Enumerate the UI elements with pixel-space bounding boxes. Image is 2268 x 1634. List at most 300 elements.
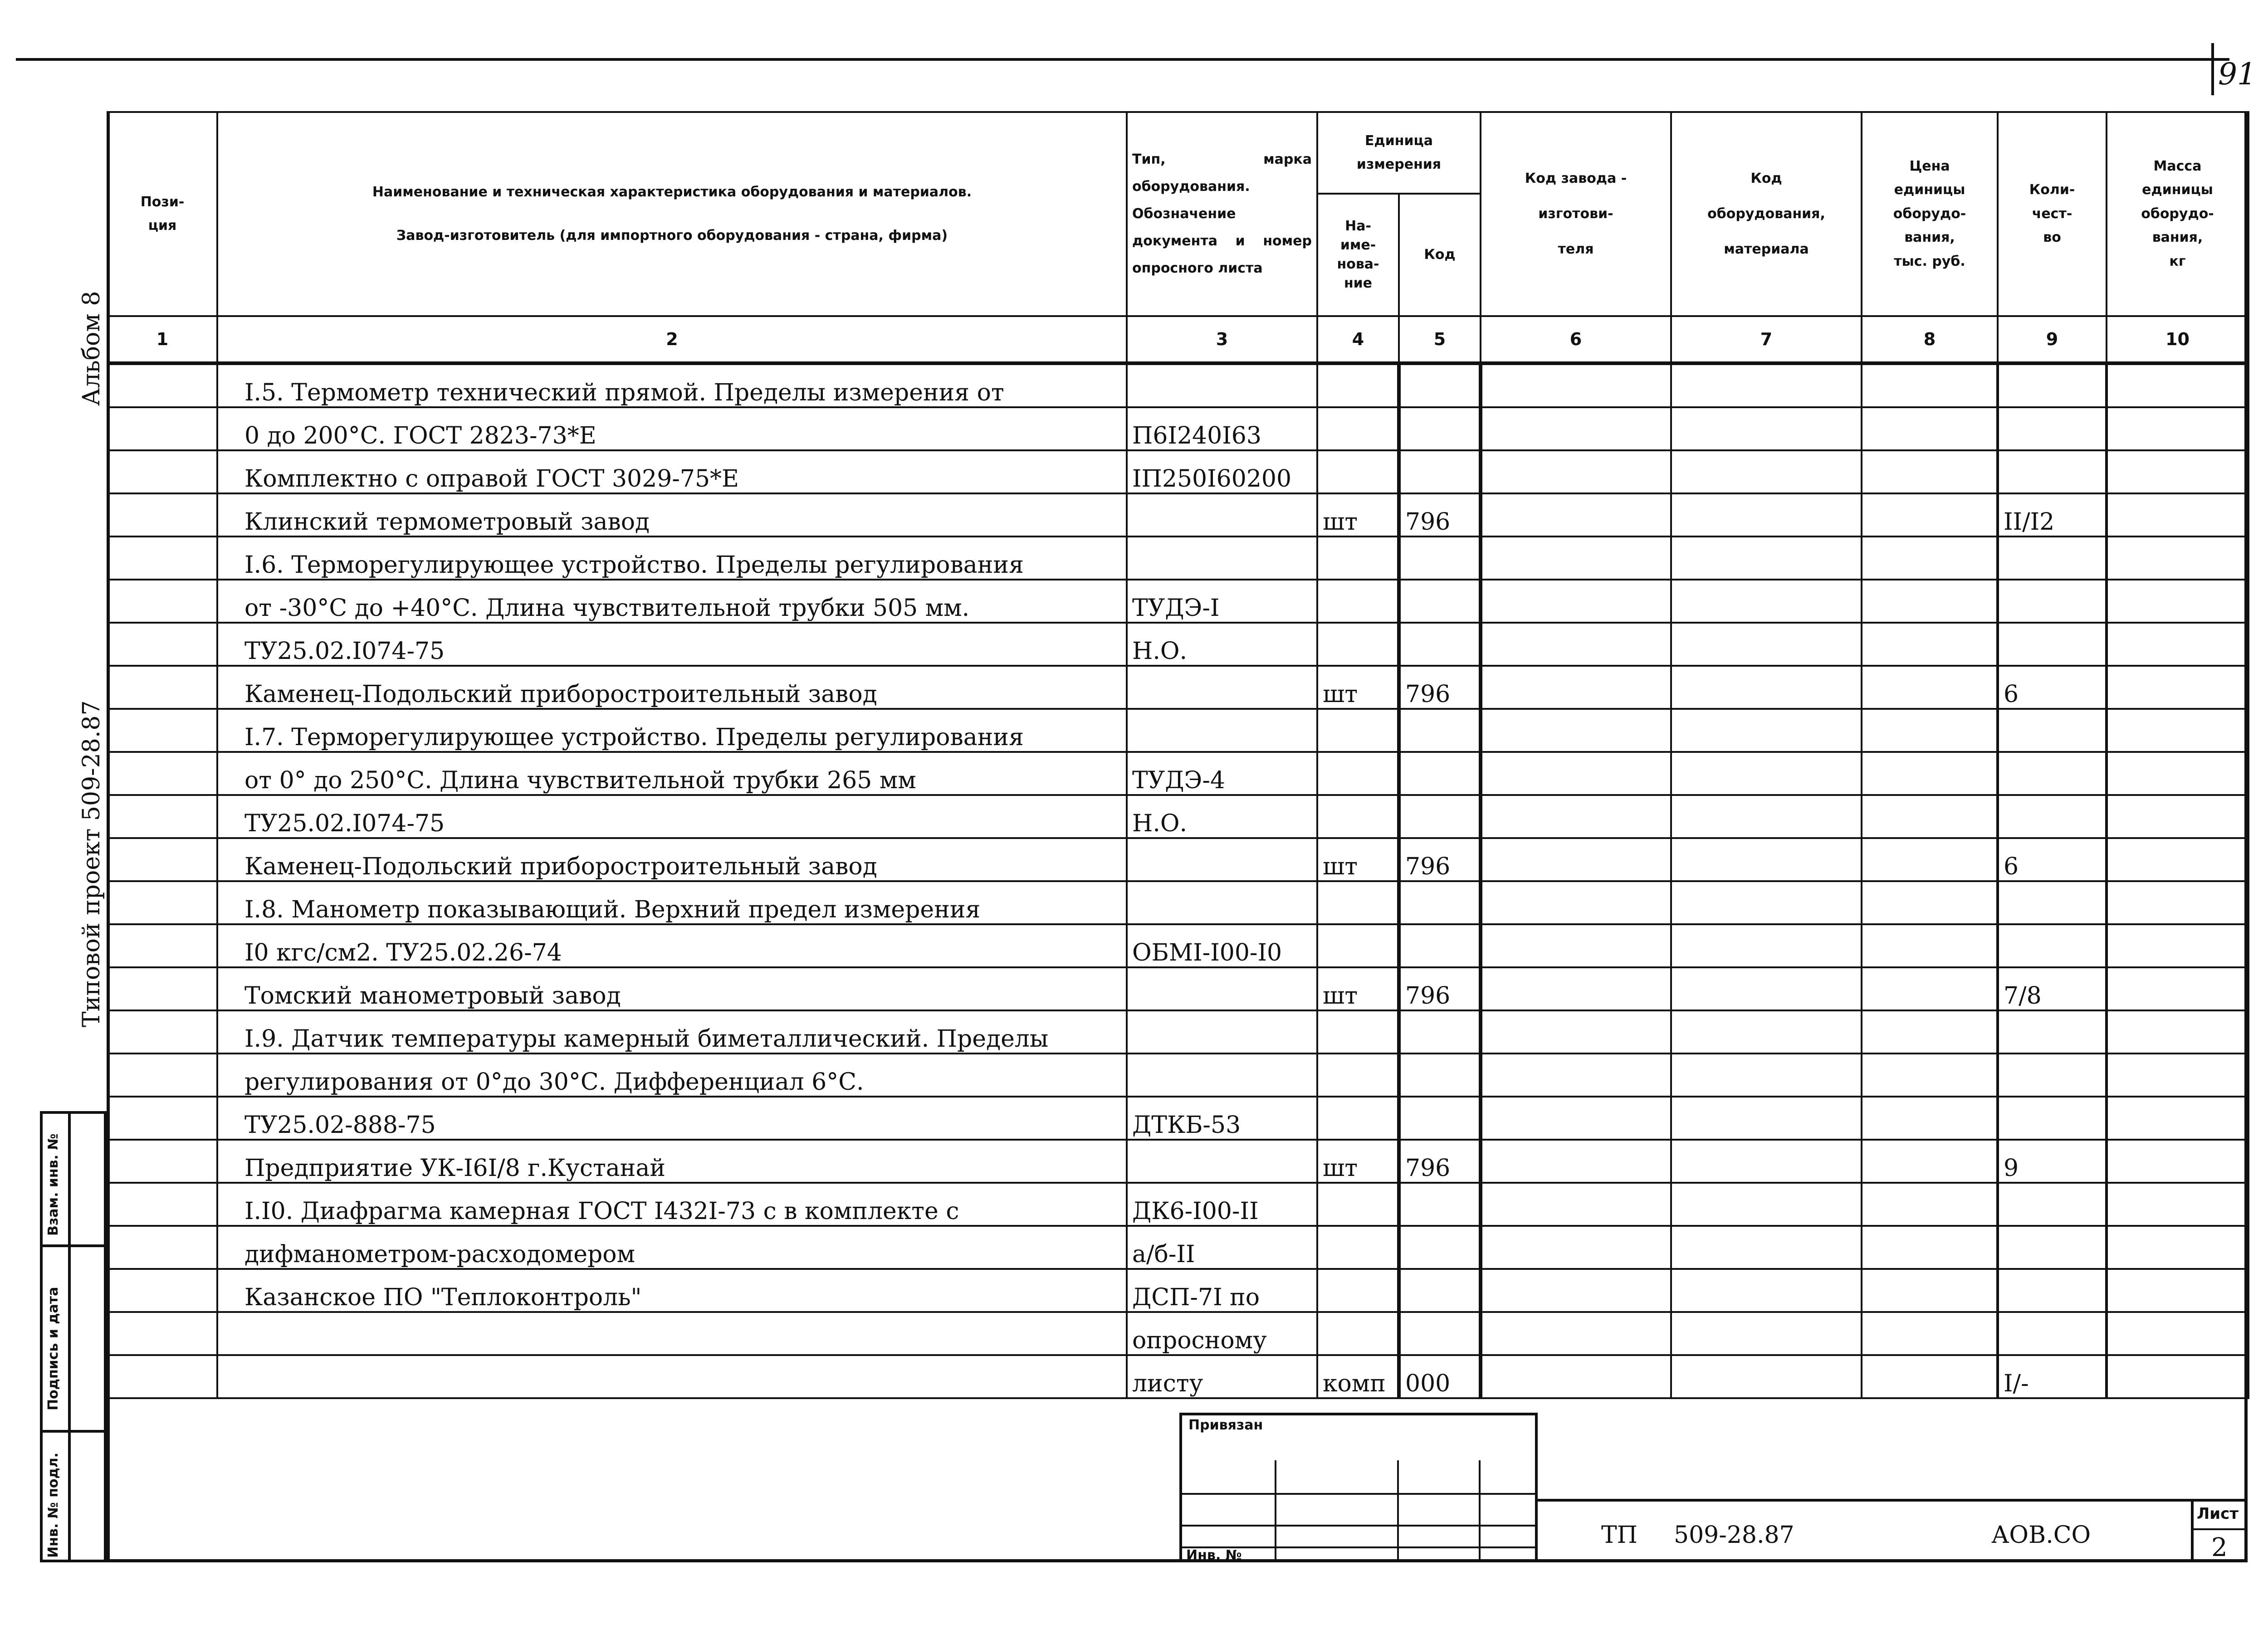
mass-cell — [2107, 363, 2248, 407]
position-cell — [108, 666, 217, 709]
col-number: 7 — [1671, 316, 1862, 363]
title-strip — [1538, 1499, 2248, 1562]
page-number: 91 — [2218, 57, 2256, 92]
maker-code-cell — [1481, 580, 1671, 623]
mass-cell — [2107, 1269, 2248, 1312]
table-row — [108, 407, 2248, 450]
position-cell — [108, 623, 217, 666]
table-row — [108, 450, 2248, 493]
grid-line — [1275, 1460, 1276, 1562]
unit-name-cell: шт — [1317, 967, 1399, 1010]
table-row — [108, 623, 2248, 666]
stamp-label-inventory: Инв. № подл. — [45, 1452, 61, 1558]
position-cell — [108, 537, 217, 580]
mass-cell — [2107, 1226, 2248, 1269]
header-mass: Масса единицы оборудо- вания, кг — [2107, 112, 2248, 316]
maker-code-cell — [1481, 363, 1671, 407]
table-row — [108, 363, 2248, 407]
header-price: Цена единицы оборудо- вания, тыс. руб. — [1862, 112, 1998, 316]
type-cell: а/б-II — [1127, 1226, 1317, 1269]
table-row — [108, 1183, 2248, 1226]
equipment-code-cell — [1671, 407, 1862, 450]
price-cell — [1862, 580, 1998, 623]
unit-name-cell — [1317, 1097, 1399, 1140]
table-row — [108, 1140, 2248, 1183]
type-cell — [1127, 666, 1317, 709]
quantity-cell — [1998, 709, 2107, 752]
type-cell — [1127, 709, 1317, 752]
unit-name-cell: шт — [1317, 1140, 1399, 1183]
unit-code-cell — [1399, 623, 1481, 666]
equipment-code-cell — [1671, 1183, 1862, 1226]
table-row — [108, 709, 2248, 752]
quantity-cell — [1998, 1097, 2107, 1140]
quantity-cell: II/I2 — [1998, 493, 2107, 537]
maker-code-cell — [1481, 924, 1671, 967]
quantity-cell — [1998, 1312, 2107, 1355]
price-cell — [1862, 1312, 1998, 1355]
unit-code-cell — [1399, 924, 1481, 967]
unit-code-cell — [1399, 537, 1481, 580]
unit-code-cell — [1399, 580, 1481, 623]
quantity-cell — [1998, 752, 2107, 795]
sheet-divider — [2191, 1499, 2194, 1562]
table-row — [108, 537, 2248, 580]
header-equipment-code: Код оборудования, материала — [1671, 112, 1862, 316]
mass-cell — [2107, 493, 2248, 537]
sheet-divider — [2191, 1528, 2248, 1530]
type-cell: листу — [1127, 1355, 1317, 1398]
unit-name-cell — [1317, 709, 1399, 752]
equipment-code-cell — [1671, 363, 1862, 407]
quantity-cell: 6 — [1998, 666, 2107, 709]
unit-code-cell — [1399, 1226, 1481, 1269]
unit-code-cell — [1399, 752, 1481, 795]
table-row — [108, 493, 2248, 537]
table-row — [108, 1226, 2248, 1269]
name-cell: I.I0. Диафрагма камерная ГОСТ I432I-73 с в комплекте с — [217, 1183, 1127, 1226]
equipment-code-cell — [1671, 795, 1862, 838]
name-cell: Комплектно с оправой ГОСТ 3029-75*Е — [217, 450, 1127, 493]
type-cell: П6I240I63 — [1127, 407, 1317, 450]
equipment-code-cell — [1671, 450, 1862, 493]
price-cell — [1862, 967, 1998, 1010]
type-cell: Н.О. — [1127, 623, 1317, 666]
privyazan-label: Привязан — [1188, 1417, 1263, 1433]
price-cell — [1862, 838, 1998, 881]
maker-code-cell — [1481, 1226, 1671, 1269]
table-row — [108, 1269, 2248, 1312]
unit-code-cell — [1399, 1054, 1481, 1097]
inv-no-label: Инв. № — [1186, 1547, 1242, 1563]
name-cell: I0 кгс/см2. ТУ25.02.26-74 — [217, 924, 1127, 967]
quantity-cell — [1998, 1226, 2107, 1269]
price-cell — [1862, 623, 1998, 666]
unit-name-cell — [1317, 450, 1399, 493]
mass-cell — [2107, 1097, 2248, 1140]
unit-code-cell: 000 — [1399, 1355, 1481, 1398]
position-cell — [108, 709, 217, 752]
position-cell — [108, 1140, 217, 1183]
grid-line — [1479, 1460, 1481, 1562]
mass-cell — [2107, 407, 2248, 450]
position-cell — [108, 1312, 217, 1355]
grid-line — [1179, 1493, 1538, 1495]
equipment-table — [107, 111, 2249, 1399]
unit-name-cell — [1317, 537, 1399, 580]
table-row — [108, 881, 2248, 924]
maker-code-cell — [1481, 752, 1671, 795]
position-cell — [108, 1183, 217, 1226]
price-cell — [1862, 1140, 1998, 1183]
mass-cell — [2107, 666, 2248, 709]
quantity-cell — [1998, 1010, 2107, 1054]
name-cell: Казанское ПО "Теплоконтроль" — [217, 1269, 1127, 1312]
unit-name-cell — [1317, 1312, 1399, 1355]
unit-name-cell — [1317, 363, 1399, 407]
header-name: Наименование и техническая характеристика оборудования и материалов. Завод-изготовитель (для импортного оборудования - страна, фирма) — [217, 112, 1127, 316]
header-unit-code: Код — [1399, 194, 1481, 316]
name-cell — [217, 1355, 1127, 1398]
price-cell — [1862, 752, 1998, 795]
name-cell: I.8. Манометр показывающий. Верхний предел измерения — [217, 881, 1127, 924]
position-cell — [108, 967, 217, 1010]
name-cell — [217, 1312, 1127, 1355]
header-position: Пози- ция — [108, 112, 217, 316]
unit-name-cell — [1317, 1010, 1399, 1054]
mass-cell — [2107, 1312, 2248, 1355]
maker-code-cell — [1481, 1097, 1671, 1140]
price-cell — [1862, 493, 1998, 537]
table-row — [108, 967, 2248, 1010]
mass-cell — [2107, 838, 2248, 881]
unit-code-cell — [1399, 1183, 1481, 1226]
quantity-cell — [1998, 1269, 2107, 1312]
mass-cell — [2107, 1355, 2248, 1398]
mass-cell — [2107, 537, 2248, 580]
type-cell: ДСП-7I по — [1127, 1269, 1317, 1312]
equipment-code-cell — [1671, 666, 1862, 709]
col-number: 6 — [1481, 316, 1671, 363]
name-cell: от 0° до 250°С. Длина чувствительной трубки 265 мм — [217, 752, 1127, 795]
name-cell: I.7. Терморегулирующее устройство. Пределы регулирования — [217, 709, 1127, 752]
equipment-code-cell — [1671, 1140, 1862, 1183]
equipment-code-cell — [1671, 924, 1862, 967]
unit-code-cell: 796 — [1399, 493, 1481, 537]
equipment-code-cell — [1671, 1312, 1862, 1355]
table-row — [108, 924, 2248, 967]
position-cell — [108, 363, 217, 407]
col-number: 5 — [1399, 316, 1481, 363]
table-row — [108, 1097, 2248, 1140]
stamp-label-replacement: Взам. инв. № — [45, 1133, 61, 1236]
type-cell — [1127, 1054, 1317, 1097]
unit-code-cell — [1399, 881, 1481, 924]
unit-code-cell — [1399, 363, 1481, 407]
table-row — [108, 752, 2248, 795]
unit-name-cell — [1317, 924, 1399, 967]
name-cell: от -30°С до +40°С. Длина чувствительной трубки 505 мм. — [217, 580, 1127, 623]
position-cell — [108, 1269, 217, 1312]
equipment-code-cell — [1671, 838, 1862, 881]
type-cell — [1127, 1010, 1317, 1054]
mass-cell — [2107, 1183, 2248, 1226]
type-cell — [1127, 363, 1317, 407]
unit-name-cell — [1317, 752, 1399, 795]
table-row — [108, 580, 2248, 623]
mass-cell — [2107, 924, 2248, 967]
type-cell — [1127, 537, 1317, 580]
table-row — [108, 1355, 2248, 1398]
unit-code-cell — [1399, 1312, 1481, 1355]
unit-code-cell: 796 — [1399, 838, 1481, 881]
name-cell: I.5. Термометр технический прямой. Пределы измерения от — [217, 363, 1127, 407]
price-cell — [1862, 881, 1998, 924]
mass-cell — [2107, 1140, 2248, 1183]
price-cell — [1862, 537, 1998, 580]
album-label: Альбом 8 — [78, 291, 105, 406]
mass-cell — [2107, 1010, 2248, 1054]
stamp-divider — [68, 1111, 71, 1562]
table-body — [108, 363, 2248, 1398]
quantity-cell — [1998, 580, 2107, 623]
maker-code-cell — [1481, 1183, 1671, 1226]
maker-code-cell — [1481, 666, 1671, 709]
quantity-cell: 6 — [1998, 838, 2107, 881]
equipment-code-cell — [1671, 1355, 1862, 1398]
name-cell: Каменец-Подольский приборостроительный завод — [217, 838, 1127, 881]
unit-code-cell — [1399, 795, 1481, 838]
type-cell — [1127, 493, 1317, 537]
doc-code: АОВ.СО — [1991, 1522, 2091, 1549]
quantity-cell — [1998, 924, 2107, 967]
mass-cell — [2107, 1054, 2248, 1097]
quantity-cell — [1998, 450, 2107, 493]
quantity-cell — [1998, 795, 2107, 838]
name-cell: Томский манометровый завод — [217, 967, 1127, 1010]
type-cell: ТУДЭ-I — [1127, 580, 1317, 623]
price-cell — [1862, 1355, 1998, 1398]
equipment-code-cell — [1671, 1054, 1862, 1097]
unit-code-cell — [1399, 407, 1481, 450]
unit-code-cell — [1399, 1097, 1481, 1140]
table-row — [108, 1312, 2248, 1355]
quantity-cell: 9 — [1998, 1140, 2107, 1183]
unit-name-cell — [1317, 1054, 1399, 1097]
price-cell — [1862, 709, 1998, 752]
quantity-cell — [1998, 1054, 2107, 1097]
position-cell — [108, 838, 217, 881]
unit-name-cell — [1317, 407, 1399, 450]
unit-name-cell — [1317, 580, 1399, 623]
unit-name-cell — [1317, 881, 1399, 924]
type-cell — [1127, 1140, 1317, 1183]
quantity-cell — [1998, 537, 2107, 580]
maker-code-cell — [1481, 450, 1671, 493]
quantity-cell — [1998, 623, 2107, 666]
header-quantity: Коли- чест- во — [1998, 112, 2107, 316]
col-number: 1 — [108, 316, 217, 363]
name-cell: дифманометром-расходомером — [217, 1226, 1127, 1269]
type-cell: ДК6-I00-II — [1127, 1183, 1317, 1226]
maker-code-cell — [1481, 537, 1671, 580]
name-cell: Клинский термометровый завод — [217, 493, 1127, 537]
quantity-cell — [1998, 363, 2107, 407]
unit-code-cell — [1399, 1269, 1481, 1312]
quantity-cell — [1998, 1183, 2107, 1226]
unit-name-cell — [1317, 1183, 1399, 1226]
equipment-code-cell — [1671, 537, 1862, 580]
maker-code-cell — [1481, 1269, 1671, 1312]
position-cell — [108, 450, 217, 493]
col-number: 4 — [1317, 316, 1399, 363]
type-cell — [1127, 881, 1317, 924]
price-cell — [1862, 666, 1998, 709]
table-row — [108, 1054, 2248, 1097]
col-number: 10 — [2107, 316, 2248, 363]
mass-cell — [2107, 967, 2248, 1010]
unit-code-cell: 796 — [1399, 666, 1481, 709]
grid-line — [1397, 1460, 1399, 1562]
position-cell — [108, 1097, 217, 1140]
type-cell: ТУДЭ-4 — [1127, 752, 1317, 795]
col-number: 9 — [1998, 316, 2107, 363]
header-unit-name: На- име- нова- ние — [1317, 194, 1399, 316]
type-cell: IП250I60200 — [1127, 450, 1317, 493]
price-cell — [1862, 1183, 1998, 1226]
equipment-code-cell — [1671, 1097, 1862, 1140]
name-cell: Предприятие УК-I6I/8 г.Кустанай — [217, 1140, 1127, 1183]
position-cell — [108, 580, 217, 623]
equipment-code-cell — [1671, 709, 1862, 752]
unit-name-cell: шт — [1317, 666, 1399, 709]
position-cell — [108, 795, 217, 838]
price-cell — [1862, 1010, 1998, 1054]
page-number-divider — [2211, 43, 2214, 95]
position-cell — [108, 493, 217, 537]
position-cell — [108, 924, 217, 967]
equipment-code-cell — [1671, 1010, 1862, 1054]
maker-code-cell — [1481, 623, 1671, 666]
maker-code-cell — [1481, 1010, 1671, 1054]
table-row — [108, 838, 2248, 881]
name-cell: 0 до 200°С. ГОСТ 2823-73*Е — [217, 407, 1127, 450]
unit-code-cell — [1399, 709, 1481, 752]
table-row — [108, 1010, 2248, 1054]
equipment-code-cell — [1671, 1226, 1862, 1269]
name-cell: регулирования от 0°до 30°С. Дифференциал 6°С. — [217, 1054, 1127, 1097]
price-cell — [1862, 795, 1998, 838]
stamp-label-signature: Подпись и дата — [45, 1287, 61, 1410]
unit-name-cell: шт — [1317, 493, 1399, 537]
project-label: Типовой проект 509-28.87 — [78, 700, 105, 1027]
col-number: 2 — [217, 316, 1127, 363]
price-cell — [1862, 1097, 1998, 1140]
price-cell — [1862, 407, 1998, 450]
sheet-label: Лист — [2197, 1505, 2239, 1523]
maker-code-cell — [1481, 1140, 1671, 1183]
maker-code-cell — [1481, 967, 1671, 1010]
name-cell: Каменец-Подольский приборостроительный завод — [217, 666, 1127, 709]
equipment-code-cell — [1671, 623, 1862, 666]
unit-name-cell — [1317, 623, 1399, 666]
name-cell: I.9. Датчик температуры камерный биметаллический. Пределы — [217, 1010, 1127, 1054]
type-cell: ДТКБ-53 — [1127, 1097, 1317, 1140]
position-cell — [108, 1054, 217, 1097]
quantity-cell: 7/8 — [1998, 967, 2107, 1010]
mass-cell — [2107, 795, 2248, 838]
equipment-code-cell — [1671, 881, 1862, 924]
maker-code-cell — [1481, 881, 1671, 924]
sheet-number: 2 — [2211, 1533, 2228, 1562]
position-cell — [108, 407, 217, 450]
tp-label: ТП — [1601, 1522, 1638, 1549]
position-cell — [108, 1226, 217, 1269]
equipment-code-cell — [1671, 493, 1862, 537]
name-cell: I.6. Терморегулирующее устройство. Пределы регулирования — [217, 537, 1127, 580]
price-cell — [1862, 1226, 1998, 1269]
quantity-cell — [1998, 881, 2107, 924]
header-unit-group: Единица измерения — [1317, 112, 1481, 194]
header-type: Тип, марка оборудования. Обозначение документа и номер опросного листа — [1127, 112, 1317, 316]
table-row — [108, 666, 2248, 709]
equipment-code-cell — [1671, 1269, 1862, 1312]
type-cell: ОБМI-I00-I0 — [1127, 924, 1317, 967]
price-cell — [1862, 924, 1998, 967]
name-cell: ТУ25.02.I074-75 — [217, 795, 1127, 838]
type-cell: опросному — [1127, 1312, 1317, 1355]
position-cell — [108, 752, 217, 795]
mass-cell — [2107, 580, 2248, 623]
mass-cell — [2107, 881, 2248, 924]
unit-name-cell: шт — [1317, 838, 1399, 881]
equipment-code-cell — [1671, 967, 1862, 1010]
maker-code-cell — [1481, 1355, 1671, 1398]
quantity-cell: I/- — [1998, 1355, 2107, 1398]
price-cell — [1862, 1269, 1998, 1312]
mass-cell — [2107, 450, 2248, 493]
mass-cell — [2107, 752, 2248, 795]
quantity-cell — [1998, 407, 2107, 450]
name-cell: ТУ25.02-888-75 — [217, 1097, 1127, 1140]
unit-name-cell: комп — [1317, 1355, 1399, 1398]
maker-code-cell — [1481, 407, 1671, 450]
maker-code-cell — [1481, 1312, 1671, 1355]
maker-code-cell — [1481, 493, 1671, 537]
position-cell — [108, 1010, 217, 1054]
top-border-line — [16, 58, 2229, 61]
price-cell — [1862, 363, 1998, 407]
position-cell — [108, 1355, 217, 1398]
unit-code-cell — [1399, 450, 1481, 493]
mass-cell — [2107, 623, 2248, 666]
maker-code-cell — [1481, 838, 1671, 881]
type-cell: Н.О. — [1127, 795, 1317, 838]
type-cell — [1127, 967, 1317, 1010]
table-row — [108, 795, 2248, 838]
maker-code-cell — [1481, 709, 1671, 752]
unit-name-cell — [1317, 1269, 1399, 1312]
header-maker-code: Код завода - изготови- теля — [1481, 112, 1671, 316]
unit-name-cell — [1317, 795, 1399, 838]
price-cell — [1862, 450, 1998, 493]
col-number: 3 — [1127, 316, 1317, 363]
doc-number: 509-28.87 — [1674, 1522, 1794, 1549]
price-cell — [1862, 1054, 1998, 1097]
unit-code-cell — [1399, 1010, 1481, 1054]
grid-line — [1179, 1525, 1538, 1527]
unit-code-cell: 796 — [1399, 1140, 1481, 1183]
